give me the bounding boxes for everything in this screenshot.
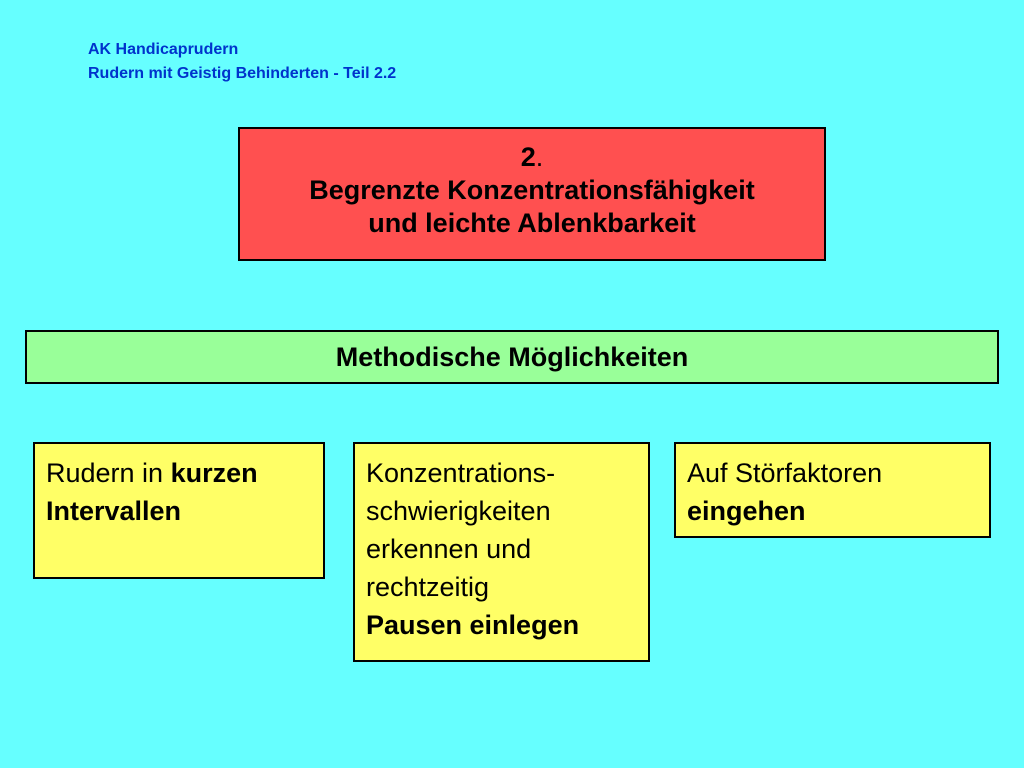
card-3-line-2 [687,492,979,530]
topic-line-1: Begrenzte Konzentrationsfähigkeit [309,175,755,205]
topic-box [238,127,826,261]
topic-number-suffix: . [535,142,544,172]
card-2-bold-line-5: Pausen einlegen [366,610,580,640]
card-3-line-1: Auf Störfaktoren [687,458,883,488]
card-2-line-2: schwierigkeiten [366,496,551,526]
method-card-distractions [674,442,991,538]
header-line-1: AK Handicaprudern [88,41,239,58]
topic-line-2: und leichte Ablenkbarkeit [368,208,696,238]
header-line-2: Rudern mit Geistig Behinderten - Teil 2.2 [88,65,397,82]
card-3-bold-line-2: eingehen [687,496,806,526]
methods-heading-box [25,330,999,384]
card-1-line-2 [46,492,313,530]
methods-title: Methodische Möglichkeiten [335,342,689,372]
method-card-short-intervals [33,442,325,579]
method-card-breaks [353,442,650,662]
card-1-text: Rudern in [46,458,171,488]
card-2-line-3: erkennen und [366,534,532,564]
card-1-line-1 [46,454,313,492]
card-1-bold-line-2: Intervallen [46,496,182,526]
card-2-line-5 [366,606,638,644]
card-2-line-1: Konzentrations- [366,458,556,488]
card-2-line-4: rechtzeitig [366,572,490,602]
slide-header [88,38,396,86]
topic-number-line [240,141,824,174]
topic-number: 2 [520,142,536,172]
card-1-bold-text: kurzen [170,458,258,488]
